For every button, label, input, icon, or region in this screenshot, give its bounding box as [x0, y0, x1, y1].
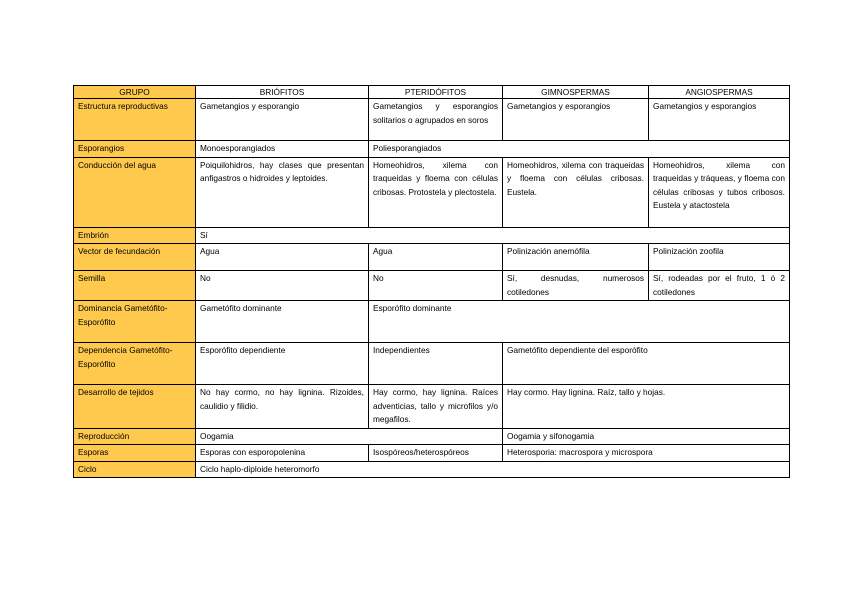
row-label-dominancia: Dominancia Gametófito-Esporófito	[74, 301, 196, 343]
cell-esporangios-briofitos: Monoesporangiados	[196, 141, 369, 158]
cell-estructura-briofitos: Gametangios y esporangio	[196, 99, 369, 141]
cell-ciclo-value: Ciclo haplo-diploide heteromorfo	[196, 461, 790, 478]
comparison-table	[73, 85, 790, 478]
cell-semilla-angiospermas: Sí, rodeadas por el fruto, 1 ó 2 cotiledones	[649, 271, 790, 301]
cell-semilla-briofitos: No	[196, 271, 369, 301]
table-row	[74, 157, 790, 227]
cell-estructura-angiospermas: Gametangios y esporangios	[649, 99, 790, 141]
row-label-reproduccion: Reproducción	[74, 428, 196, 445]
cell-embrion-value: Sí	[196, 227, 790, 244]
cell-estructura-gimnospermas: Gametangios y esporangios	[503, 99, 649, 141]
cell-vector-briofitos: Agua	[196, 244, 369, 271]
row-label-embrion: Embrión	[74, 227, 196, 244]
table-row	[74, 227, 790, 244]
cell-semilla-gimnospermas: Sí, desnudas, numerosos cotiledones	[503, 271, 649, 301]
table-row	[74, 301, 790, 343]
cell-desarrollo-pteridofitos: Hay cormo, hay lignina. Raíces adventicias, tallo y microfilos y/o megafilos.	[369, 385, 503, 429]
table-row	[74, 445, 790, 462]
row-label-desarrollo: Desarrollo de tejidos	[74, 385, 196, 429]
cell-vector-gimnospermas: Polinización anemófila	[503, 244, 649, 271]
cell-conduccion-gimnospermas: Homeohidros, xilema con traqueidas y floema con células cribosas. Eustela.	[503, 157, 649, 227]
header-briofitos: BRIÓFITOS	[196, 86, 369, 99]
cell-vector-angiospermas: Polinización zoofila	[649, 244, 790, 271]
cell-dependencia-resto: Gametófito dependiente del esporófito	[503, 343, 790, 385]
row-label-ciclo: Ciclo	[74, 461, 196, 478]
row-label-dependencia: Dependencia Gametófito-Esporófito	[74, 343, 196, 385]
row-label-conduccion: Conducción del agua	[74, 157, 196, 227]
cell-estructura-pteridofitos: Gametangios y esporangios solitarios o agrupados en soros	[369, 99, 503, 141]
header-pteridofitos: PTERIDÓFITOS	[369, 86, 503, 99]
cell-reproduccion-b: Oogamia y sifonogamia	[503, 428, 790, 445]
cell-dominancia-briofitos: Gametófito dominante	[196, 301, 369, 343]
cell-esporas-pteridofitos: Isospóreos/heterospóreos	[369, 445, 503, 462]
cell-dominancia-resto: Esporófito dominante	[369, 301, 790, 343]
cell-conduccion-angiospermas: Homeohidros, xilema con traqueidas y tráqueas, y floema con células cribosas y tubos cribosos. Eustela y atactostela	[649, 157, 790, 227]
cell-dependencia-briofitos: Esporófito dependiente	[196, 343, 369, 385]
table-row	[74, 271, 790, 301]
cell-conduccion-briofitos: Poiquilohidros, hay clases que presentan anfigastros o hidroides y leptoides.	[196, 157, 369, 227]
cell-desarrollo-resto: Hay cormo. Hay lignina. Raíz, tallo y hojas.	[503, 385, 790, 429]
row-label-estructura: Estructura reproductivas	[74, 99, 196, 141]
row-label-semilla: Semilla	[74, 271, 196, 301]
table-row	[74, 99, 790, 141]
table-row	[74, 428, 790, 445]
table-header-row	[74, 86, 790, 99]
row-label-vector: Vector de fecundación	[74, 244, 196, 271]
row-label-esporangios: Esporangios	[74, 141, 196, 158]
table-row	[74, 343, 790, 385]
header-angiospermas: ANGIOSPERMAS	[649, 86, 790, 99]
table-row	[74, 461, 790, 478]
cell-desarrollo-briofitos: No hay cormo, no hay lignina. Rizoides, caulidio y filidio.	[196, 385, 369, 429]
cell-esporas-briofitos: Esporas con esporopolenina	[196, 445, 369, 462]
cell-esporas-resto: Heterosporia: macrospora y microspora	[503, 445, 790, 462]
cell-esporangios-resto: Poliesporangiados	[369, 141, 790, 158]
row-label-esporas: Esporas	[74, 445, 196, 462]
table-row	[74, 385, 790, 429]
header-gimnospermas: GIMNOSPERMAS	[503, 86, 649, 99]
cell-semilla-pteridofitos: No	[369, 271, 503, 301]
cell-conduccion-pteridofitos: Homeohidros, xilema con traqueidas y floema con células cribosas. Protostela y plectostela.	[369, 157, 503, 227]
header-grupo: GRUPO	[74, 86, 196, 99]
cell-reproduccion-a: Oogamia	[196, 428, 503, 445]
cell-dependencia-pteridofitos: Independientes	[369, 343, 503, 385]
table-row	[74, 244, 790, 271]
table-row	[74, 141, 790, 158]
cell-vector-pteridofitos: Agua	[369, 244, 503, 271]
